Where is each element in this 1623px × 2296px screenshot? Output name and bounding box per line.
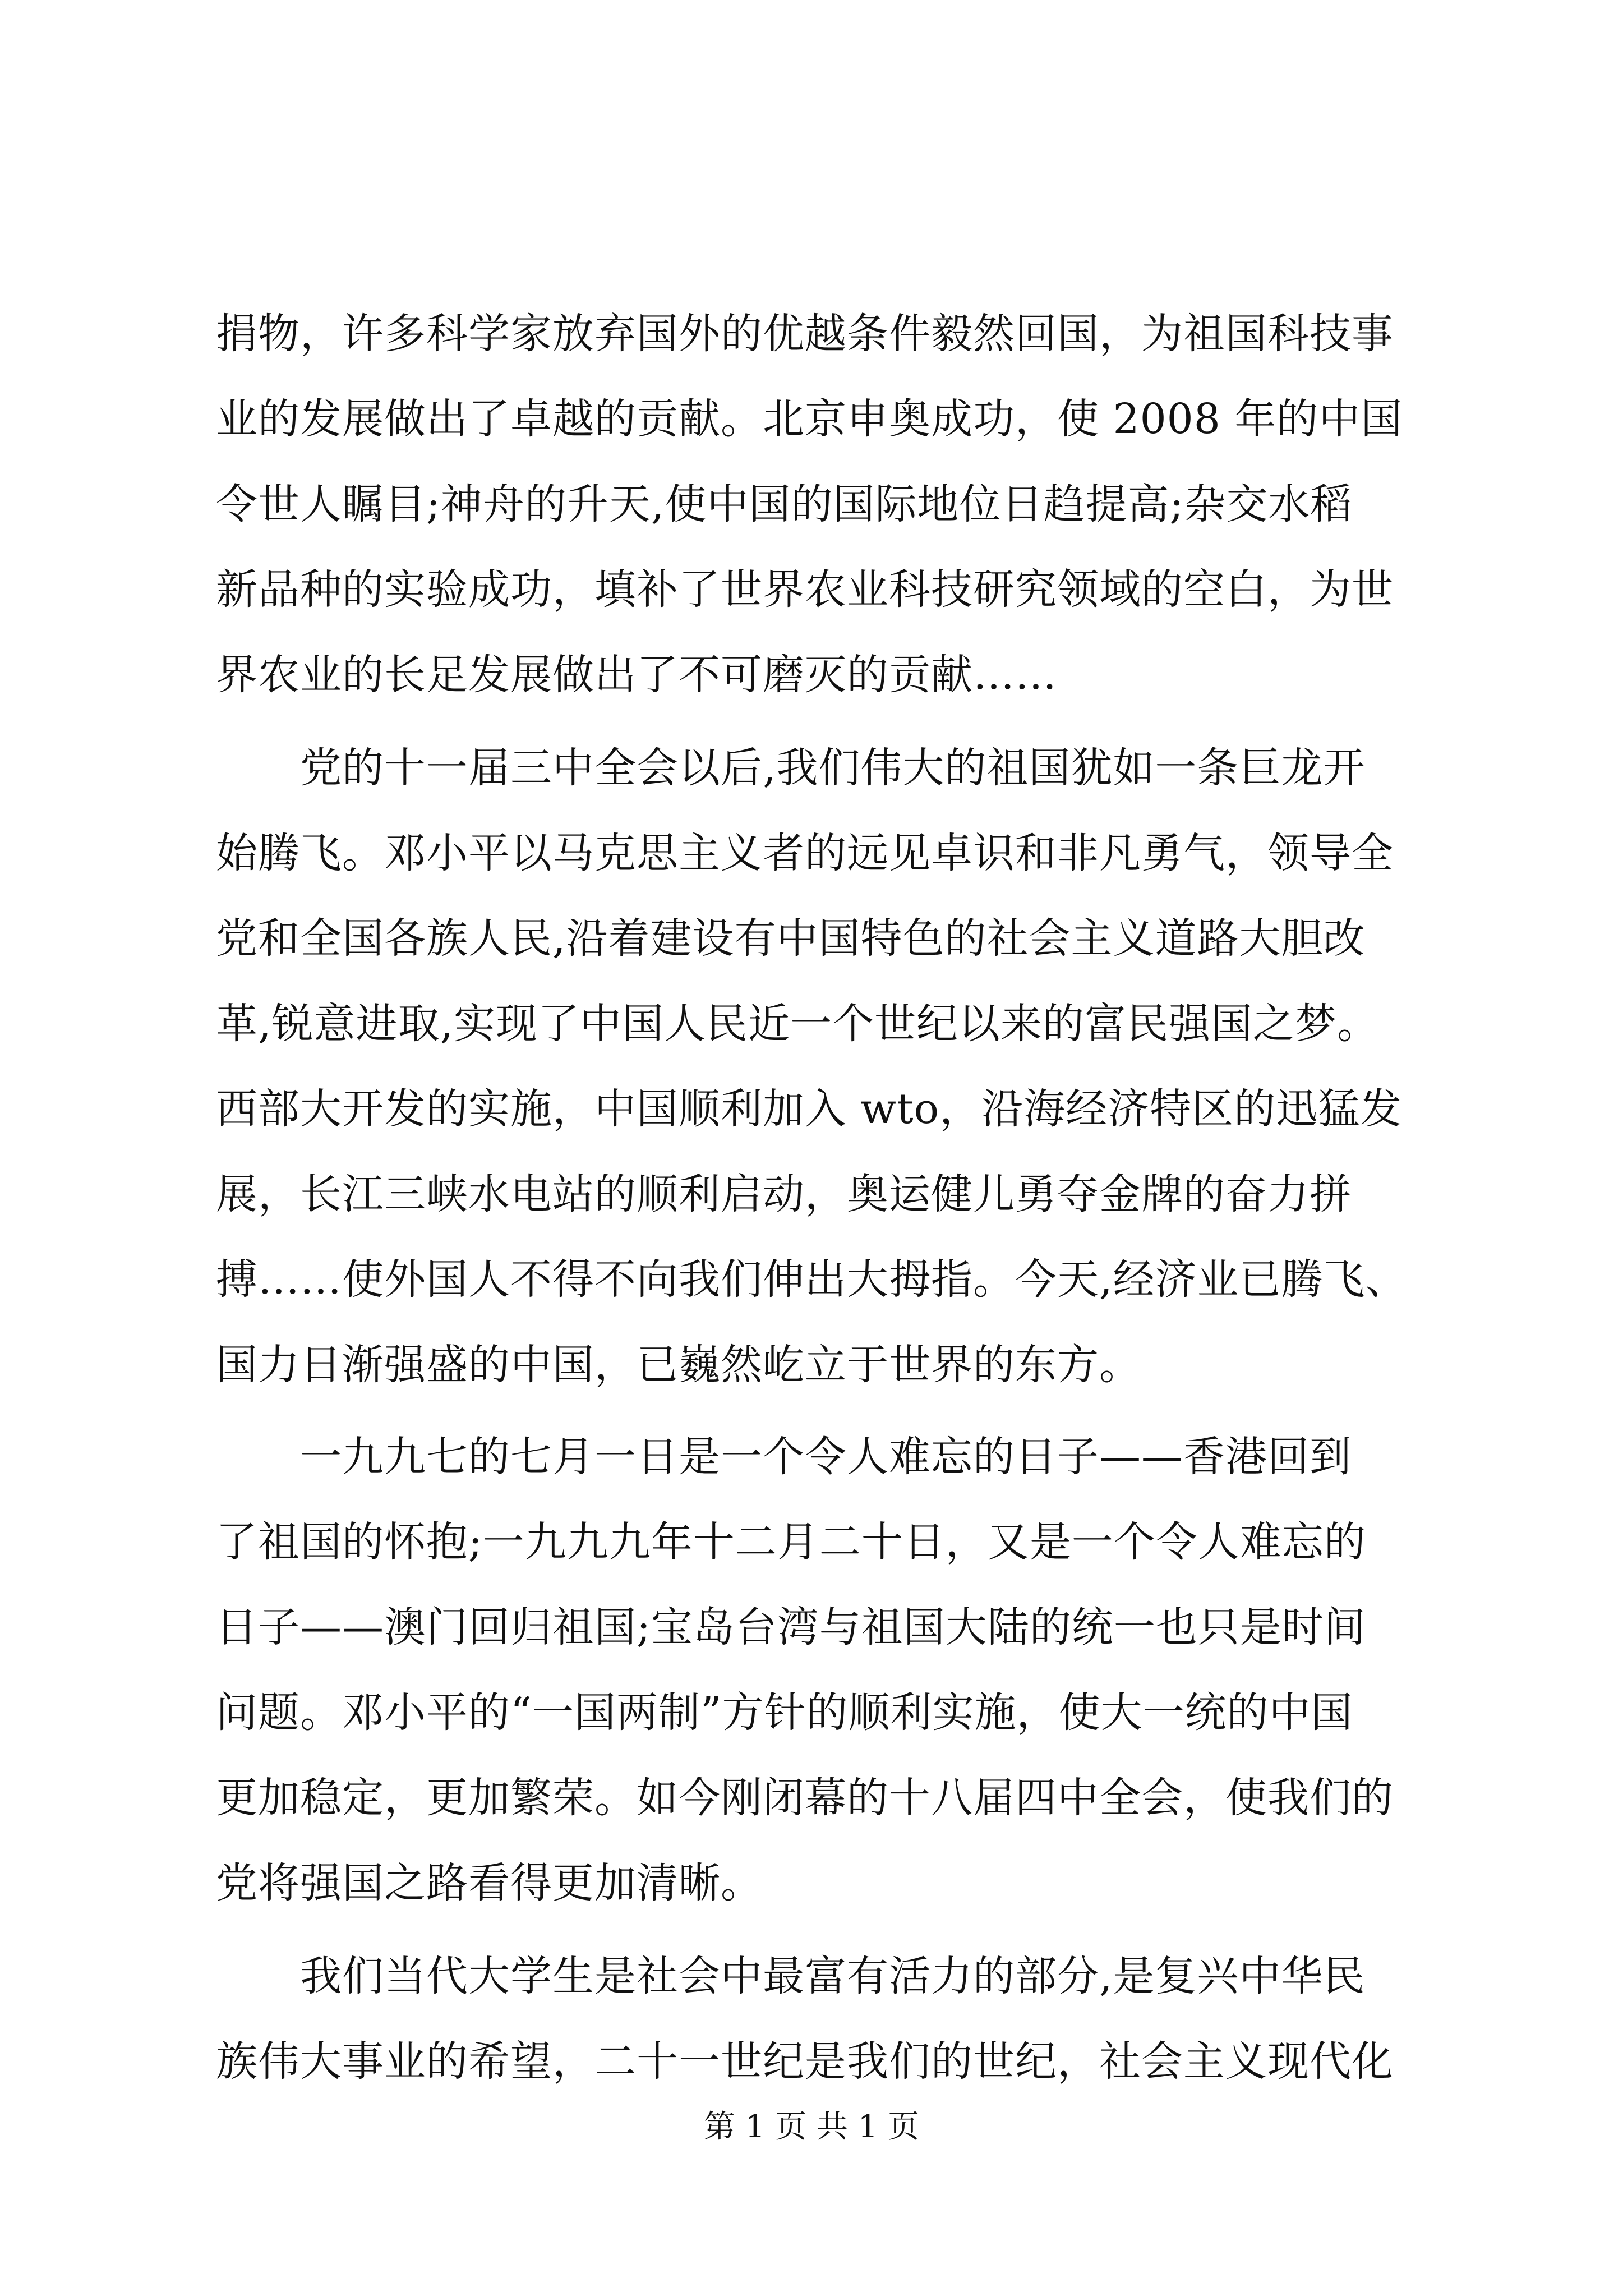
text-line: 界农业的长足发展做出了不可磨灭的贡献…… [216, 651, 1057, 699]
text-line: 令世人瞩目;神舟的升天,使中国的国际地位日趋提高;杂交水稻 [216, 480, 1353, 528]
text-line: 党将强国之路看得更加清晰。 [216, 1859, 763, 1907]
text-line: 族伟大事业的希望，二十一世纪是我们的世纪，社会主义现代化 [216, 2037, 1394, 2086]
text-line: 西部大开发的实施，中国顺利加入 wto，沿海经济特区的迅猛发 [216, 1085, 1403, 1133]
text-line: 了祖国的怀抱;一九九九年十二月二十日，又是一个令人难忘的 [216, 1518, 1366, 1566]
text-line: 问题。邓小平的“一国两制”方针的顺利实施，使大一统的中国 [216, 1688, 1353, 1737]
text-line: 更加稳定，更加繁荣。如今刚闭幕的十八届四中全会，使我们的 [216, 1774, 1394, 1822]
text-line: 我们当代大学生是社会中最富有活力的部分,是复兴中华民 [216, 1952, 1366, 2000]
text-line: 捐物，许多科学家放弃国外的优越条件毅然回国，为祖国科技事 [216, 310, 1394, 358]
text-line: 搏……使外国人不得不向我们伸出大拇指。今天,经济业已腾飞、 [216, 1255, 1408, 1304]
text-line: 党的十一届三中全会以后,我们伟大的祖国犹如一条巨龙开 [216, 744, 1366, 792]
text-line: 新品种的实验成功，填补了世界农业科技研究领域的空白，为世 [216, 565, 1394, 614]
text-line: 日子——澳门回归祖国;宝岛台湾与祖国大陆的统一也只是时间 [216, 1603, 1366, 1651]
text-line: 一九九七的七月一日是一个令人难忘的日子——香港回到 [216, 1433, 1352, 1481]
page-footer: 第 1 页 共 1 页 [703, 2109, 920, 2145]
text-line: 国力日渐强盛的中国，已巍然屹立于世界的东方。 [216, 1341, 1141, 1389]
text-line: 始腾飞。邓小平以马克思主义者的远见卓识和非凡勇气，领导全 [216, 829, 1394, 877]
text-line: 革,锐意进取,实现了中国人民近一个世纪以来的富民强国之梦。 [216, 1000, 1380, 1048]
text-line: 展，长江三峡水电站的顺利启动，奥运健儿勇夺金牌的奋力拼 [216, 1170, 1352, 1218]
text-line: 业的发展做出了卓越的贡献。北京申奥成功，使 2008 年的中国 [216, 395, 1403, 443]
text-line: 党和全国各族人民,沿着建设有中国特色的社会主义道路大胆改 [216, 914, 1366, 963]
